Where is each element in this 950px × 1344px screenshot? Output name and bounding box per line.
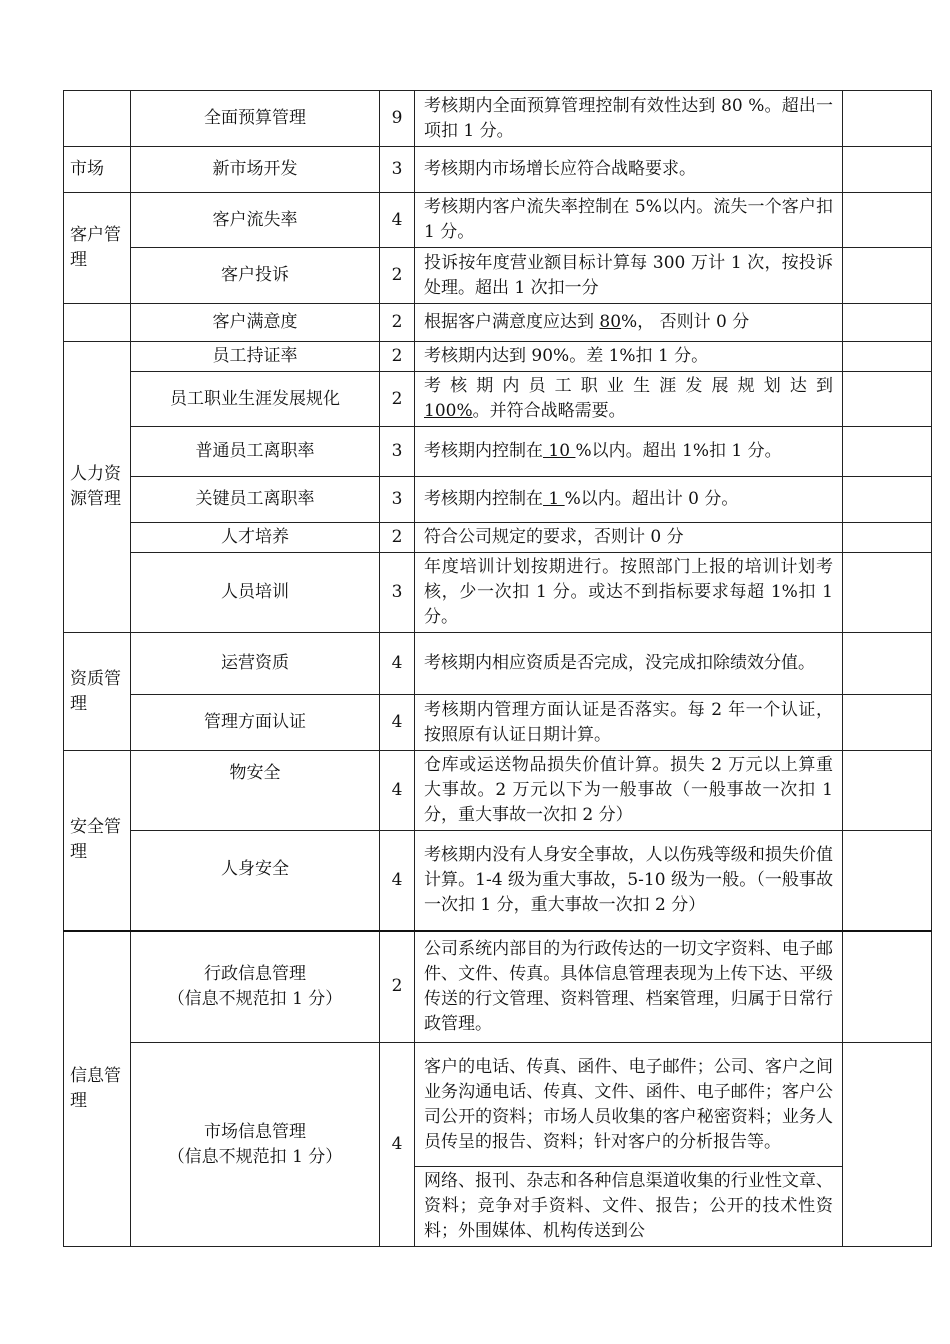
table-row bbox=[64, 147, 932, 193]
item-cell: 新市场开发 bbox=[131, 147, 380, 193]
standard-cell bbox=[415, 427, 843, 477]
standard-text: %以内。超出 1%扣 1 分。 bbox=[575, 441, 782, 461]
standard-cell: 考核期内相应资质是否完成，没完成扣除绩效分值。 bbox=[415, 633, 843, 695]
score-cell: 2 bbox=[380, 523, 415, 553]
item-note: （信息不规范扣 1 分） bbox=[167, 1146, 343, 1167]
category-cell: 人力资源管理 bbox=[64, 342, 131, 633]
table-row bbox=[64, 248, 932, 304]
table-row bbox=[64, 633, 932, 695]
standard-cell: 考核期内没有人身安全事故，人以伤残等级和损失价值计算。1-4 级为重大事故，5-10 级为一般。（一般事故一次扣 1 分，重大事故一次扣 2 分） bbox=[415, 831, 843, 931]
standard-cell: 考核期内全面预算管理控制有效性达到 80 %。超出一项扣 1 分。 bbox=[415, 91, 843, 147]
score-cell: 2 bbox=[380, 304, 415, 342]
item-cell: 关键员工离职率 bbox=[131, 477, 380, 523]
blank-cell bbox=[843, 91, 932, 147]
standard-cell: 仓库或运送物品损失价值计算。损失 2 万元以上算重大事故。2 万元以下为一般事故（一般事故一次扣 1 分，重大事故一次扣 2 分） bbox=[415, 751, 843, 831]
blank-cell bbox=[843, 304, 932, 342]
item-cell: 人才培养 bbox=[131, 523, 380, 553]
score-cell: 2 bbox=[380, 931, 415, 1043]
standard-text: 考核期内控制在 bbox=[424, 489, 543, 509]
category-cell: 信息管理 bbox=[64, 931, 131, 1247]
score-cell: 4 bbox=[380, 1043, 415, 1247]
item-cell: 人身安全 bbox=[131, 831, 380, 931]
score-cell: 4 bbox=[380, 633, 415, 695]
blank-cell bbox=[843, 751, 932, 831]
standard-text: %， 否则计 0 分 bbox=[621, 312, 750, 332]
category-cell bbox=[64, 304, 131, 342]
standard-cell: 客户的电话、传真、函件、电子邮件；公司、客户之间业务沟通电话、传真、文件、函件、电子邮件；客户公司公开的资料；市场人员收集的客户秘密资料；业务人员传呈的报告、资料；针对客户的分析报告等。 bbox=[415, 1043, 843, 1167]
blank-cell bbox=[843, 248, 932, 304]
blank-cell bbox=[843, 831, 932, 931]
score-cell: 3 bbox=[380, 477, 415, 523]
standard-cell: 考核期内客户流失率控制在 5%以内。流失一个客户扣 1 分。 bbox=[415, 193, 843, 248]
table-row bbox=[64, 427, 932, 477]
standard-cell: 考核期内管理方面认证是否落实。每 2 年一个认证，按照原有认证日期计算。 bbox=[415, 695, 843, 751]
standard-text: 根据客户满意度应达到 bbox=[424, 312, 600, 332]
score-cell: 4 bbox=[380, 751, 415, 831]
table-row bbox=[64, 91, 932, 147]
table-row bbox=[64, 1043, 932, 1167]
category-cell: 安全管理 bbox=[64, 751, 131, 931]
blank-cell bbox=[843, 193, 932, 248]
category-cell: 资质管理 bbox=[64, 633, 131, 751]
standard-cell bbox=[415, 304, 843, 342]
target-value: 1 bbox=[543, 489, 565, 509]
score-cell: 2 bbox=[380, 248, 415, 304]
item-cell: 员工职业生涯发展规化 bbox=[131, 372, 380, 427]
item-note: （信息不规范扣 1 分） bbox=[167, 988, 343, 1009]
standard-cell bbox=[415, 372, 843, 427]
target-value: 10 bbox=[543, 441, 576, 461]
score-cell: 3 bbox=[380, 147, 415, 193]
item-cell: 普通员工离职率 bbox=[131, 427, 380, 477]
standard-cell: 投诉按年度营业额目标计算每 300 万计 1 次，按投诉处理。超出 1 次扣一分 bbox=[415, 248, 843, 304]
score-cell: 9 bbox=[380, 91, 415, 147]
standard-text: %以内。超出计 0 分。 bbox=[564, 489, 739, 509]
blank-cell bbox=[843, 147, 932, 193]
standard-cell: 年度培训计划按期进行。按照部门上报的培训计划考核，少一次扣 1 分。或达不到指标要求每超 1%扣 1 分。 bbox=[415, 553, 843, 633]
table-row bbox=[64, 304, 932, 342]
kpi-table bbox=[63, 90, 932, 1247]
score-cell: 3 bbox=[380, 553, 415, 633]
table-row bbox=[64, 751, 932, 831]
standard-cell bbox=[415, 477, 843, 523]
table-row bbox=[64, 372, 932, 427]
blank-cell bbox=[843, 633, 932, 695]
table-row bbox=[64, 342, 932, 372]
blank-cell bbox=[843, 342, 932, 372]
standard-cell: 公司系统内部目的为行政传达的一切文字资料、电子邮件、文件、传真。具体信息管理表现为上传下达、平级传送的行文管理、资料管理、档案管理，归属于日常行政管理。 bbox=[415, 931, 843, 1043]
item-title: 市场信息管理 bbox=[204, 1121, 306, 1142]
item-cell bbox=[131, 931, 380, 1043]
blank-cell bbox=[843, 523, 932, 553]
score-cell: 3 bbox=[380, 427, 415, 477]
item-cell: 物安全 bbox=[131, 751, 380, 831]
standard-cell: 考核期内市场增长应符合战略要求。 bbox=[415, 147, 843, 193]
score-cell: 4 bbox=[380, 695, 415, 751]
item-cell: 运营资质 bbox=[131, 633, 380, 695]
blank-cell bbox=[843, 553, 932, 633]
item-cell: 管理方面认证 bbox=[131, 695, 380, 751]
table-row bbox=[64, 931, 932, 1043]
table-row bbox=[64, 193, 932, 248]
blank-cell bbox=[843, 427, 932, 477]
standard-text: 考 核 期 内 员 工 职 业 生 涯 发 展 规 划 达 到 bbox=[424, 376, 833, 396]
blank-cell bbox=[843, 477, 932, 523]
item-cell bbox=[131, 1043, 380, 1247]
score-cell: 2 bbox=[380, 372, 415, 427]
category-cell: 客户管理 bbox=[64, 193, 131, 304]
table-row bbox=[64, 523, 932, 553]
score-cell: 2 bbox=[380, 342, 415, 372]
score-cell: 4 bbox=[380, 831, 415, 931]
category-cell: 市场 bbox=[64, 147, 131, 193]
item-cell: 客户投诉 bbox=[131, 248, 380, 304]
standard-text: 考核期内控制在 bbox=[424, 441, 543, 461]
item-cell: 人员培训 bbox=[131, 553, 380, 633]
standard-cell: 网络、报刊、杂志和各种信息渠道收集的行业性文章、资料；竞争对手资料、文件、报告；公开的技术性资料；外围媒体、机构传送到公 bbox=[415, 1167, 843, 1247]
item-title: 行政信息管理 bbox=[204, 963, 306, 984]
standard-text: 。并符合战略需要。 bbox=[472, 401, 626, 421]
table-row bbox=[64, 695, 932, 751]
table-row bbox=[64, 553, 932, 633]
category-cell bbox=[64, 91, 131, 147]
blank-cell bbox=[843, 931, 932, 1043]
standard-cell: 考核期内达到 90%。差 1%扣 1 分。 bbox=[415, 342, 843, 372]
item-cell: 客户流失率 bbox=[131, 193, 380, 248]
item-cell: 员工持证率 bbox=[131, 342, 380, 372]
target-value: 100% bbox=[424, 401, 473, 421]
blank-cell bbox=[843, 1043, 932, 1247]
target-value: 80 bbox=[599, 312, 622, 332]
blank-cell bbox=[843, 372, 932, 427]
blank-cell bbox=[843, 695, 932, 751]
item-cell: 客户满意度 bbox=[131, 304, 380, 342]
table-row bbox=[64, 831, 932, 931]
table-row bbox=[64, 477, 932, 523]
item-cell: 全面预算管理 bbox=[131, 91, 380, 147]
score-cell: 4 bbox=[380, 193, 415, 248]
standard-cell: 符合公司规定的要求，否则计 0 分 bbox=[415, 523, 843, 553]
